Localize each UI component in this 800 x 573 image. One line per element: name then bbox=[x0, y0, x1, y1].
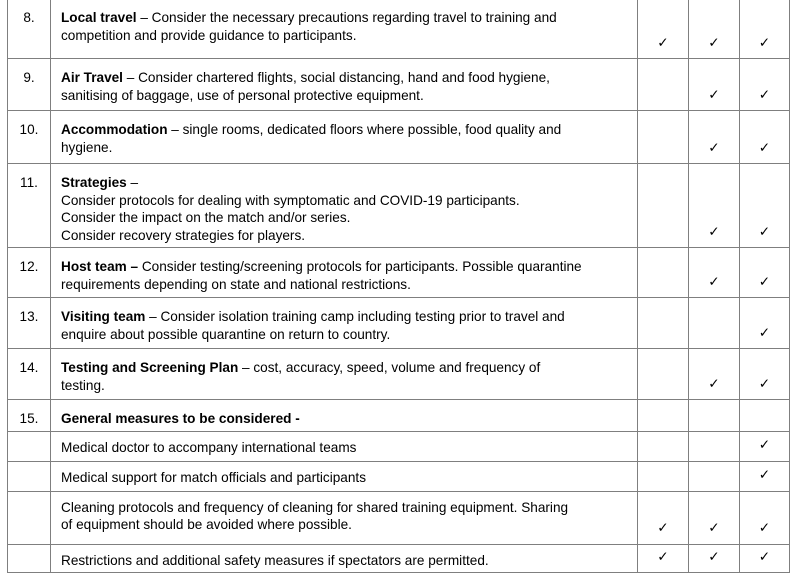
measure-text: Restrictions and additional safety measures if spectators are permitted. bbox=[61, 552, 489, 568]
table-row bbox=[8, 491, 790, 544]
item-number: 11. bbox=[8, 164, 51, 248]
check-mark-icon: ✓ bbox=[689, 544, 740, 573]
item-number: 10. bbox=[8, 111, 51, 164]
check-mark-icon: ✓ bbox=[689, 59, 740, 111]
table-row bbox=[8, 349, 790, 400]
table-row bbox=[8, 461, 790, 491]
item-text: – bbox=[126, 175, 139, 190]
item-text: requirements depending on state and national restrictions. bbox=[61, 276, 411, 292]
check-mark-icon bbox=[740, 400, 790, 432]
item-description bbox=[51, 298, 638, 349]
item-title: Host team – bbox=[61, 259, 139, 274]
table-row bbox=[8, 298, 790, 349]
item-description bbox=[51, 111, 638, 164]
checklist-table bbox=[7, 0, 790, 573]
table-row bbox=[8, 431, 790, 461]
check-mark-icon bbox=[689, 400, 740, 432]
item-number: 9. bbox=[8, 59, 51, 111]
table-row bbox=[8, 400, 790, 432]
check-mark-icon: ✓ bbox=[740, 0, 790, 59]
table-row bbox=[8, 59, 790, 111]
check-mark-icon bbox=[638, 431, 689, 461]
item-title: Air Travel bbox=[61, 70, 123, 85]
check-mark-icon bbox=[638, 248, 689, 298]
check-mark-icon bbox=[638, 59, 689, 111]
check-mark-icon: ✓ bbox=[638, 491, 689, 544]
check-mark-icon: ✓ bbox=[689, 248, 740, 298]
check-mark-icon: ✓ bbox=[740, 248, 790, 298]
check-mark-icon: ✓ bbox=[740, 164, 790, 248]
item-description bbox=[51, 248, 638, 298]
item-text: hygiene. bbox=[61, 139, 113, 155]
empty-number-cell bbox=[8, 431, 51, 461]
check-mark-icon: ✓ bbox=[638, 0, 689, 59]
check-mark-icon: ✓ bbox=[740, 461, 790, 491]
table-row bbox=[8, 544, 790, 573]
item-text: – cost, accuracy, speed, volume and frequency of bbox=[238, 360, 541, 375]
check-mark-icon: ✓ bbox=[689, 111, 740, 164]
item-number: 8. bbox=[8, 0, 51, 59]
item-text: – Consider the necessary precautions regarding travel to training and bbox=[136, 10, 557, 25]
item-description bbox=[51, 59, 638, 111]
check-mark-icon bbox=[638, 111, 689, 164]
item-text: competition and provide guidance to participants. bbox=[61, 27, 357, 43]
item-description bbox=[51, 349, 638, 400]
item-description bbox=[51, 0, 638, 59]
check-mark-icon: ✓ bbox=[740, 491, 790, 544]
item-title: Accommodation bbox=[61, 122, 168, 137]
table-row bbox=[8, 248, 790, 298]
table-row bbox=[8, 0, 790, 59]
item-number: 12. bbox=[8, 248, 51, 298]
item-title: Testing and Screening Plan bbox=[61, 360, 239, 375]
table-row bbox=[8, 111, 790, 164]
item-number: 14. bbox=[8, 349, 51, 400]
item-description bbox=[51, 400, 638, 432]
item-title: Visiting team bbox=[61, 309, 146, 324]
item-text: enquire about possible quarantine on return to country. bbox=[61, 326, 391, 342]
measure-text: Cleaning protocols and frequency of cleaning for shared training equipment. Sharing bbox=[61, 499, 569, 515]
item-text: Consider the impact on the match and/or series. bbox=[61, 210, 351, 225]
measure-description bbox=[51, 431, 638, 461]
item-title: Strategies bbox=[61, 175, 127, 190]
check-mark-icon: ✓ bbox=[740, 298, 790, 349]
item-number: 13. bbox=[8, 298, 51, 349]
measure-description bbox=[51, 544, 638, 573]
item-text: – single rooms, dedicated floors where possible, food quality and bbox=[167, 122, 562, 137]
check-mark-icon: ✓ bbox=[740, 431, 790, 461]
measure-text: Medical support for match officials and participants bbox=[61, 469, 367, 485]
check-mark-icon bbox=[638, 400, 689, 432]
check-mark-icon: ✓ bbox=[740, 544, 790, 573]
check-mark-icon bbox=[638, 298, 689, 349]
item-description bbox=[51, 164, 638, 248]
item-text: testing. bbox=[61, 377, 105, 393]
item-text: sanitising of baggage, use of personal protective equipment. bbox=[61, 87, 424, 103]
check-mark-icon: ✓ bbox=[740, 349, 790, 400]
check-mark-icon: ✓ bbox=[638, 544, 689, 573]
check-mark-icon: ✓ bbox=[689, 349, 740, 400]
check-mark-icon bbox=[638, 461, 689, 491]
item-text: Consider testing/screening protocols for participants. Possible quarantine bbox=[138, 259, 582, 274]
empty-number-cell bbox=[8, 491, 51, 544]
measure-description bbox=[51, 491, 638, 544]
check-mark-icon bbox=[689, 461, 740, 491]
item-text: – Consider isolation training camp including testing prior to travel and bbox=[145, 309, 565, 324]
item-text: Consider protocols for dealing with symptomatic and COVID-19 participants. bbox=[61, 192, 520, 208]
empty-number-cell bbox=[8, 544, 51, 573]
item-text: – Consider chartered flights, social distancing, hand and food hygiene, bbox=[122, 70, 550, 85]
check-mark-icon bbox=[638, 349, 689, 400]
check-mark-icon: ✓ bbox=[689, 491, 740, 544]
table-row bbox=[8, 164, 790, 248]
item-title: General measures to be considered - bbox=[61, 411, 300, 426]
item-text: Consider recovery strategies for players. bbox=[61, 227, 306, 243]
empty-number-cell bbox=[8, 461, 51, 491]
check-mark-icon: ✓ bbox=[689, 164, 740, 248]
item-number: 15. bbox=[8, 400, 51, 432]
measure-description bbox=[51, 461, 638, 491]
check-mark-icon: ✓ bbox=[689, 0, 740, 59]
check-mark-icon: ✓ bbox=[740, 111, 790, 164]
check-mark-icon bbox=[689, 298, 740, 349]
measure-text: Medical doctor to accompany international teams bbox=[61, 439, 357, 455]
check-mark-icon bbox=[638, 164, 689, 248]
check-mark-icon bbox=[689, 431, 740, 461]
check-mark-icon: ✓ bbox=[740, 59, 790, 111]
item-title: Local travel bbox=[61, 10, 137, 25]
measure-text: of equipment should be avoided where possible. bbox=[61, 517, 352, 532]
